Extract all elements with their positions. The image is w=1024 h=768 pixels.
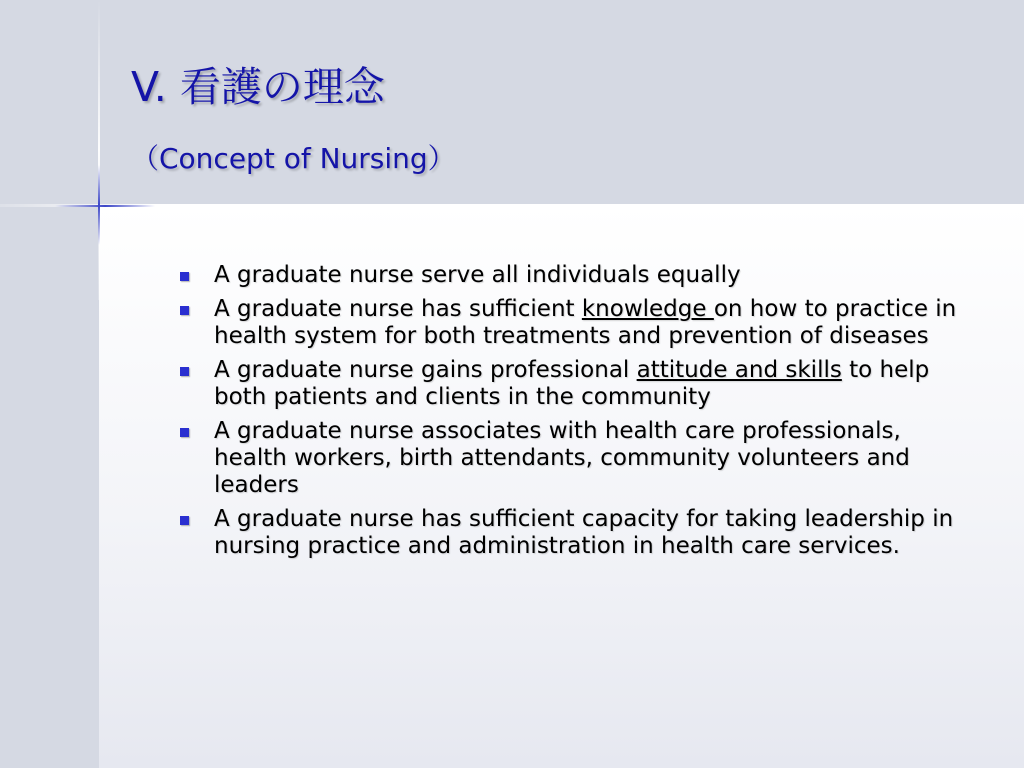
slide-title: V. 看護の理念: [131, 63, 385, 111]
slide-subtitle: （Concept of Nursing）: [131, 142, 456, 175]
left-band: [0, 0, 99, 768]
square-bullet-icon: [180, 428, 189, 437]
square-bullet-icon: [180, 272, 189, 281]
bullet-item: [176, 357, 966, 411]
bullet-text-after: to help both patients and clients in the community: [214, 357, 930, 410]
bullet-text: A graduate nurse has sufficient capacity for taking leadership in nursing practice and administration in health care services.: [214, 506, 954, 559]
bullet-text-before: A graduate nurse gains professional: [214, 357, 637, 383]
bullet-item: [176, 506, 966, 560]
bullet-text-after: on how to practice in health system for both treatments and prevention of diseases: [214, 296, 957, 349]
bullet-text-before: A graduate nurse has sufficient: [214, 296, 582, 322]
vertical-divider: [98, 0, 100, 300]
knowledge-link[interactable]: knowledge: [581, 296, 714, 322]
crosshair-vertical-accent: [98, 165, 100, 245]
bullet-item: [176, 296, 966, 350]
crosshair-horizontal-accent: [55, 205, 155, 207]
bullet-item: [176, 262, 966, 289]
bullet-text: A graduate nurse serve all individuals equally: [214, 262, 741, 288]
attitude-and-skills-link[interactable]: attitude and skills: [636, 357, 842, 383]
square-bullet-icon: [180, 516, 189, 525]
bullet-list: [176, 262, 966, 567]
bullet-item: [176, 418, 966, 499]
square-bullet-icon: [180, 306, 189, 315]
square-bullet-icon: [180, 367, 189, 376]
bullet-text: A graduate nurse associates with health care professionals, health workers, birth attendants, community volunteers and leaders: [214, 418, 910, 498]
